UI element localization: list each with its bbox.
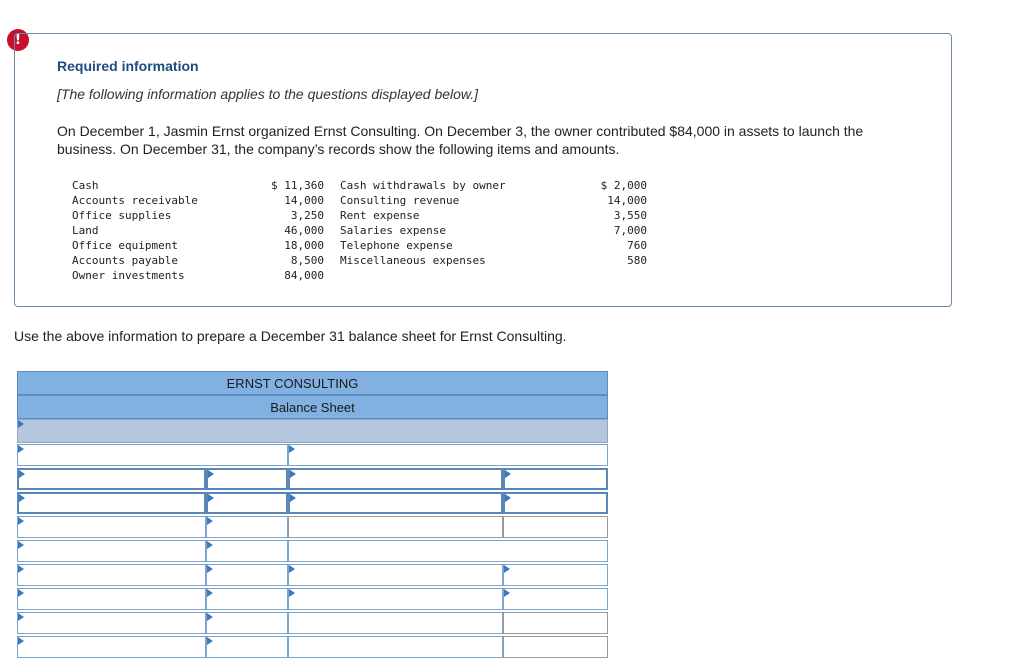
right-amount-cell[interactable]: [503, 468, 608, 490]
right-amount-cell[interactable]: [503, 588, 608, 610]
left-amount-cell[interactable]: [206, 564, 288, 586]
left-amount-cell[interactable]: [206, 612, 288, 634]
item-amount: 3,250: [290, 209, 324, 222]
left-account-cell[interactable]: [17, 516, 206, 538]
right-amount-cell[interactable]: [503, 564, 608, 586]
dropdown-indicator-icon: [18, 637, 24, 645]
balance-sheet-company-header: [17, 371, 608, 395]
dropdown-indicator-icon: [19, 494, 25, 502]
item-amount: 3,550: [613, 209, 647, 222]
left-account-cell[interactable]: [17, 468, 206, 490]
item-label: Salaries expense: [340, 224, 446, 237]
right-wide-cell[interactable]: [288, 540, 608, 562]
required-info-title: Required information: [57, 58, 199, 74]
right-account-cell[interactable]: [288, 588, 503, 610]
instruction-text: Use the above information to prepare a December 31 balance sheet for Ernst Consulting.: [14, 328, 567, 344]
dropdown-indicator-icon: [18, 517, 24, 525]
item-amount: $ 11,360: [271, 179, 324, 192]
item-amount: 18,000: [284, 239, 324, 252]
item-label: Accounts payable: [72, 254, 178, 267]
dropdown-indicator-icon: [18, 541, 24, 549]
dropdown-indicator-icon: [290, 494, 296, 502]
items-right-labels: [340, 178, 506, 268]
required-info-note: [The following information applies to the questions displayed below.]: [57, 86, 479, 102]
dropdown-indicator-icon: [18, 565, 24, 573]
left-label-cell[interactable]: [17, 444, 288, 466]
item-label: Consulting revenue: [340, 194, 460, 207]
left-amount-cell[interactable]: [206, 636, 288, 658]
left-account-cell[interactable]: [17, 636, 206, 658]
right-amount-cell[interactable]: [503, 612, 608, 634]
dropdown-indicator-icon: [289, 445, 295, 453]
item-label: Rent expense: [340, 209, 420, 222]
item-amount: 580: [627, 254, 647, 267]
left-amount-cell[interactable]: [206, 588, 288, 610]
balance-sheet-title-header: [17, 395, 608, 419]
item-label: Cash: [72, 179, 99, 192]
dropdown-indicator-icon: [19, 470, 25, 478]
left-account-cell[interactable]: [17, 612, 206, 634]
right-account-cell[interactable]: [288, 564, 503, 586]
dropdown-indicator-icon: [290, 470, 296, 478]
item-label: Telephone expense: [340, 239, 453, 252]
item-label: Miscellaneous expenses: [340, 254, 486, 267]
left-account-cell[interactable]: [17, 564, 206, 586]
right-account-cell[interactable]: [288, 492, 503, 514]
item-amount: 8,500: [290, 254, 324, 267]
item-label: Owner investments: [72, 269, 185, 282]
right-amount-cell[interactable]: [503, 516, 608, 538]
item-label: Cash withdrawals by owner: [340, 179, 506, 192]
item-amount: 14,000: [607, 194, 647, 207]
right-account-cell[interactable]: [288, 612, 503, 634]
dropdown-indicator-icon: [207, 541, 213, 549]
dropdown-indicator-icon: [18, 589, 24, 597]
right-account-cell[interactable]: [288, 468, 503, 490]
items-left-amounts: [254, 178, 324, 283]
item-amount: $ 2,000: [600, 179, 647, 192]
dropdown-indicator-icon: [207, 589, 213, 597]
dropdown-indicator-icon: [289, 565, 295, 573]
right-amount-cell[interactable]: [503, 636, 608, 658]
dropdown-indicator-icon: [208, 470, 214, 478]
dropdown-indicator-icon: [289, 589, 295, 597]
item-amount: 84,000: [284, 269, 324, 282]
item-amount: 760: [627, 239, 647, 252]
company-name: ERNST CONSULTING: [226, 376, 359, 391]
required-info-text: On December 1, Jasmin Ernst organized Ernst Consulting. On December 3, the owner contributed $84,000 in assets to launch the business. On December 31, the company’s records show the following items and amounts.: [57, 123, 864, 157]
item-amount: 7,000: [613, 224, 647, 237]
right-account-cell[interactable]: [288, 636, 503, 658]
items-right-amounts: [576, 178, 647, 268]
dropdown-indicator-icon: [207, 613, 213, 621]
dropdown-indicator-icon: [18, 613, 24, 621]
alert-icon: !: [7, 29, 29, 51]
dropdown-indicator-icon: [504, 565, 510, 573]
left-account-cell[interactable]: [17, 492, 206, 514]
dropdown-indicator-icon: [18, 445, 24, 453]
dropdown-indicator-icon: [504, 589, 510, 597]
item-label: Land: [72, 224, 99, 237]
dropdown-indicator-icon: [18, 420, 24, 428]
right-account-cell[interactable]: [288, 516, 503, 538]
dropdown-indicator-icon: [505, 494, 511, 502]
left-amount-cell[interactable]: [206, 492, 288, 514]
left-account-cell[interactable]: [17, 540, 206, 562]
dropdown-indicator-icon: [208, 494, 214, 502]
dropdown-indicator-icon: [207, 517, 213, 525]
item-label: Accounts receivable: [72, 194, 198, 207]
balance-sheet-title: Balance Sheet: [270, 400, 355, 415]
left-amount-cell[interactable]: [206, 516, 288, 538]
items-left-labels: [72, 178, 198, 283]
item-label: Office equipment: [72, 239, 178, 252]
item-amount: 46,000: [284, 224, 324, 237]
right-amount-cell[interactable]: [503, 492, 608, 514]
dropdown-indicator-icon: [505, 470, 511, 478]
item-label: Office supplies: [72, 209, 172, 222]
left-amount-cell[interactable]: [206, 468, 288, 490]
left-amount-cell[interactable]: [206, 540, 288, 562]
dropdown-indicator-icon: [207, 637, 213, 645]
left-account-cell[interactable]: [17, 588, 206, 610]
dropdown-indicator-icon: [207, 565, 213, 573]
item-amount: 14,000: [284, 194, 324, 207]
right-label-cell[interactable]: [288, 444, 608, 466]
balance-sheet-date-row[interactable]: [17, 419, 608, 443]
